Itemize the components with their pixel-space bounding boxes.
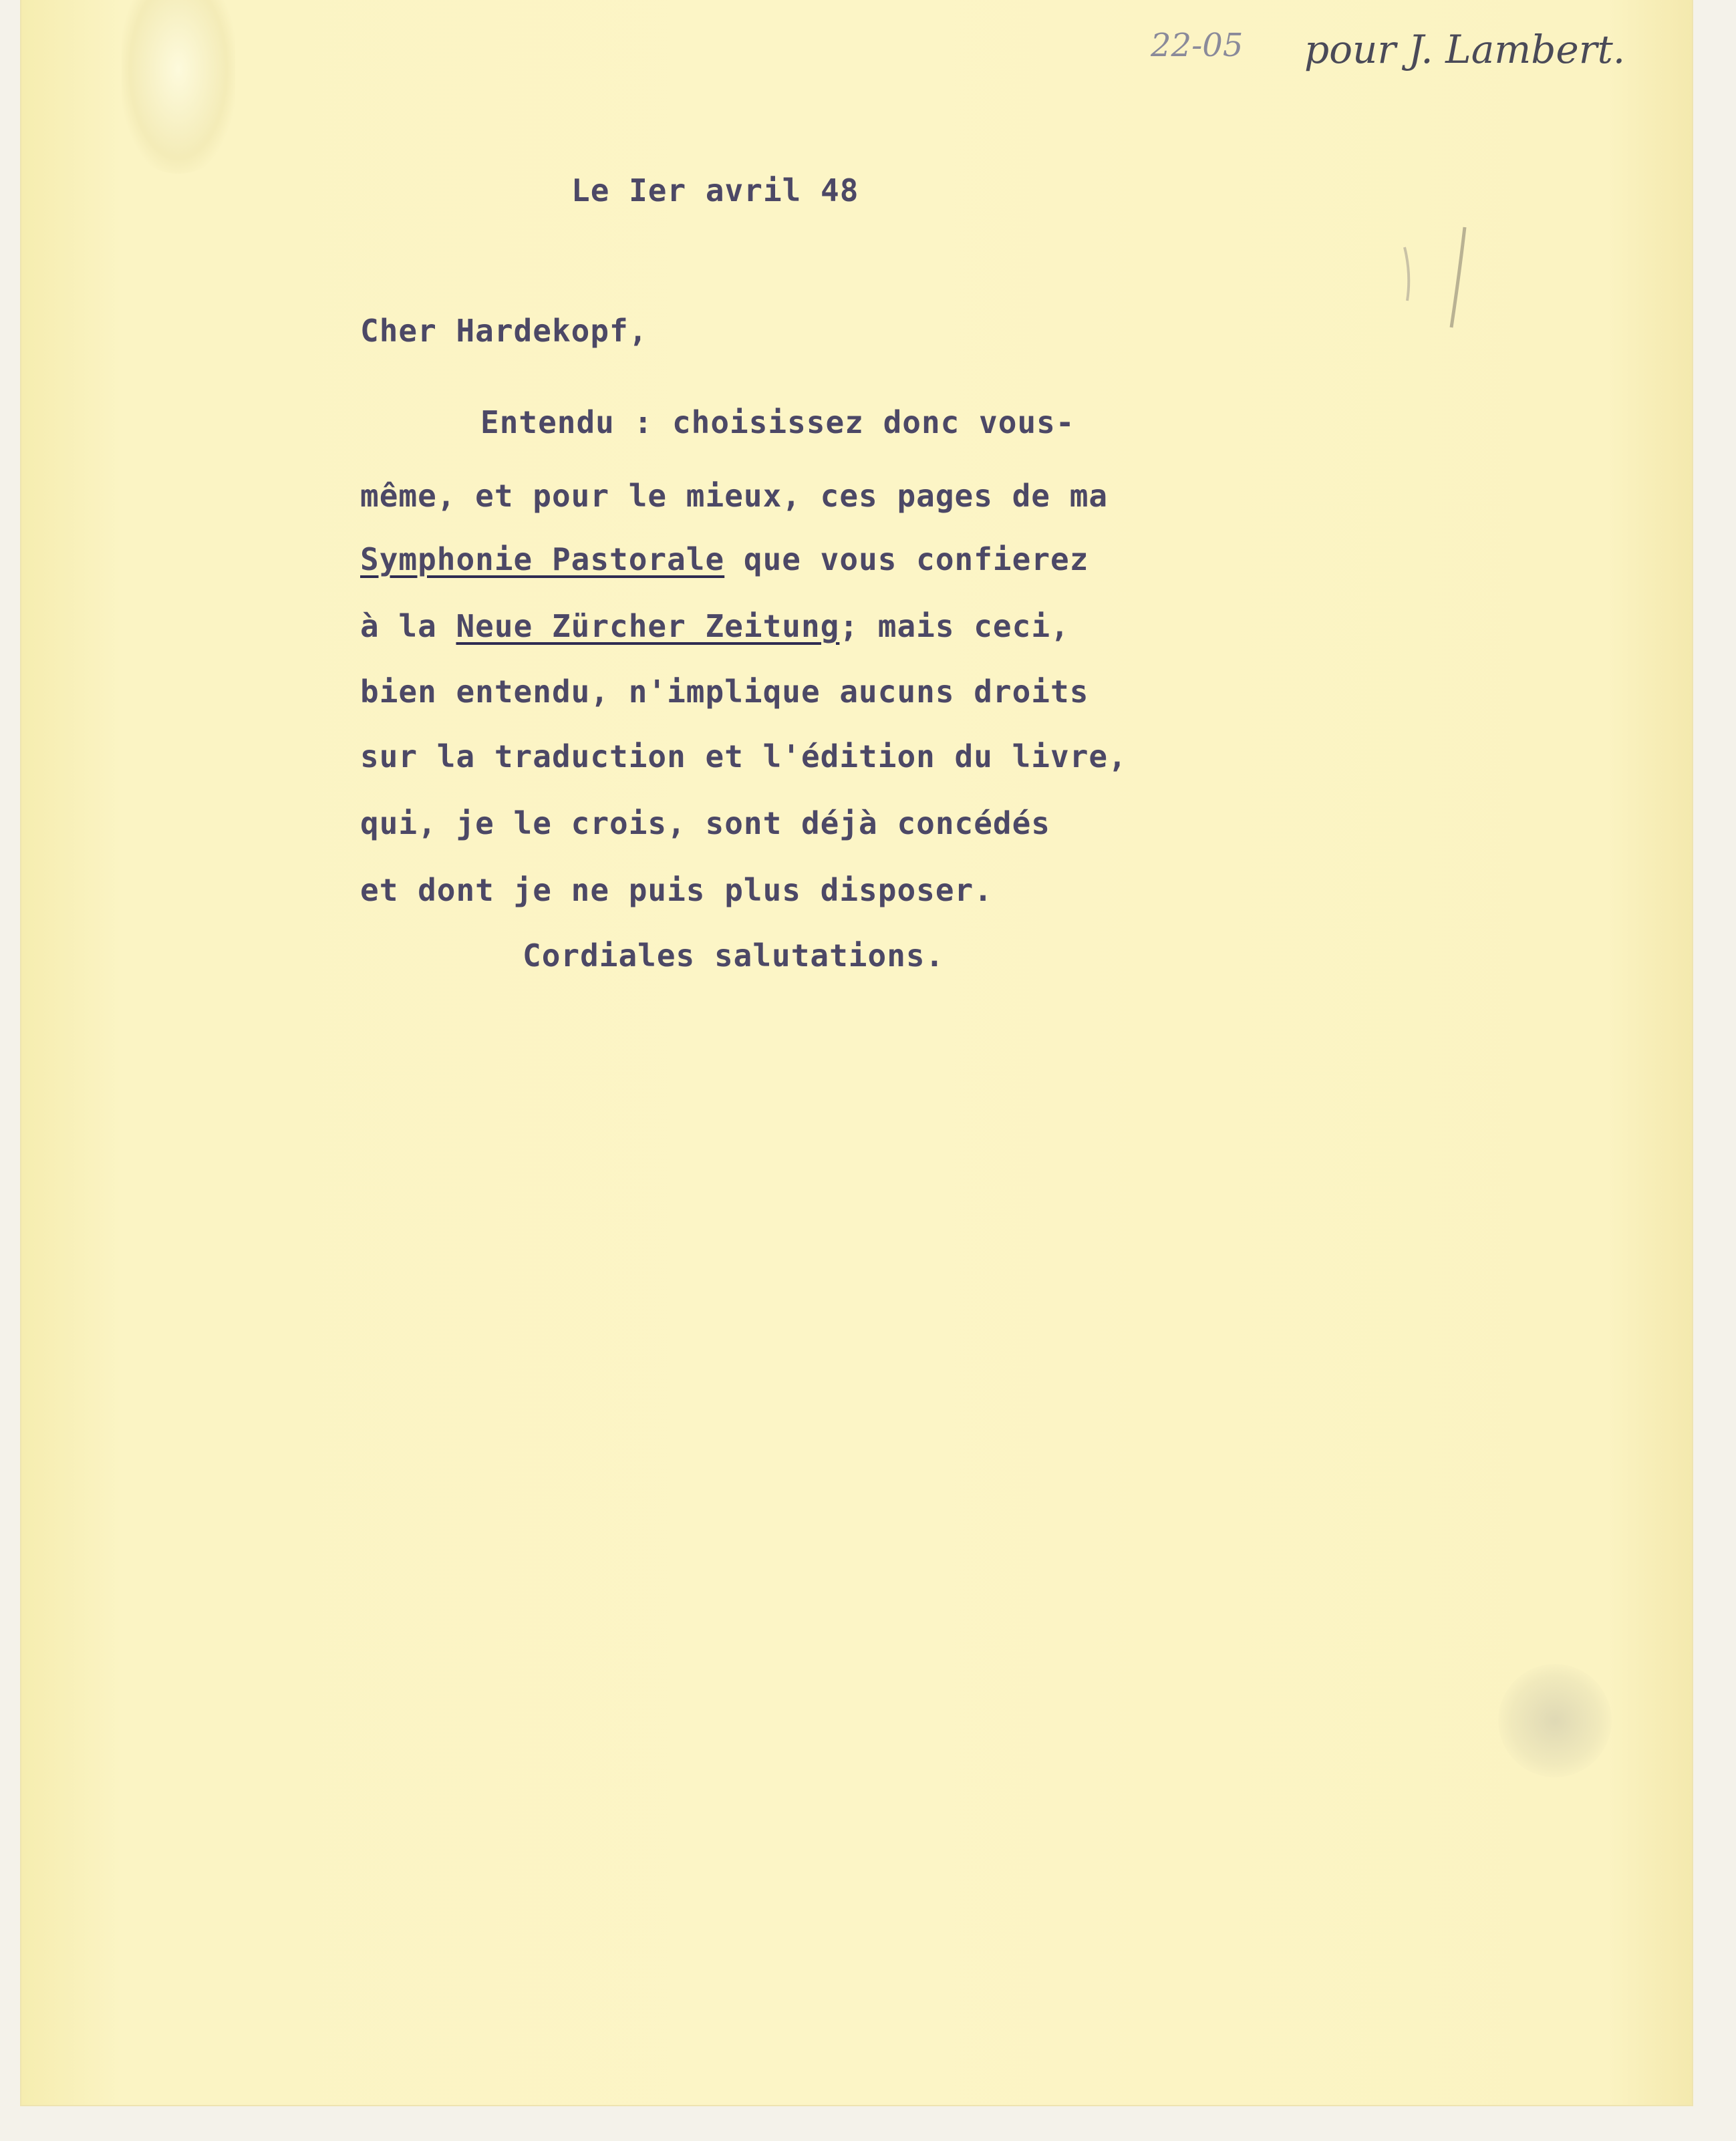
letter-salutation: Cher Hardekopf, (360, 313, 648, 349)
body-line-3-rest: que vous confierez (724, 541, 1089, 577)
handwritten-note: pour J. Lambert. (1304, 27, 1626, 72)
letter-sheet (21, 0, 1692, 2105)
body-line-8: et dont je ne puis plus disposer. (360, 872, 993, 908)
book-title: Symphonie Pastorale (360, 541, 725, 577)
letter-date: Le Ier avril 48 (571, 172, 859, 208)
body-line-4 (360, 608, 1070, 644)
body-line-7: qui, je le crois, sont déjà concédés (360, 805, 1050, 841)
newspaper-title: Neue Zürcher Zeitung (456, 608, 840, 644)
body-line-2: même, et pour le mieux, ces pages de ma (360, 478, 1109, 514)
body-line-4-rest: ; mais ceci, (839, 608, 1070, 644)
body-line-5: bien entendu, n'implique aucuns droits (360, 674, 1089, 710)
body-line-4-pre: à la (360, 608, 456, 644)
archive-reference: 22-05 (1151, 27, 1244, 64)
body-line-1: Entendu : choisissez donc vous- (480, 404, 1075, 440)
body-line-6: sur la traduction et l'édition du livre, (360, 738, 1127, 774)
letter-closing: Cordiales salutations. (523, 938, 945, 974)
paper-fold (122, 0, 235, 174)
pencil-mark-icon (1385, 221, 1505, 334)
paper-stain (1498, 1664, 1612, 1777)
body-line-3 (360, 541, 1089, 577)
